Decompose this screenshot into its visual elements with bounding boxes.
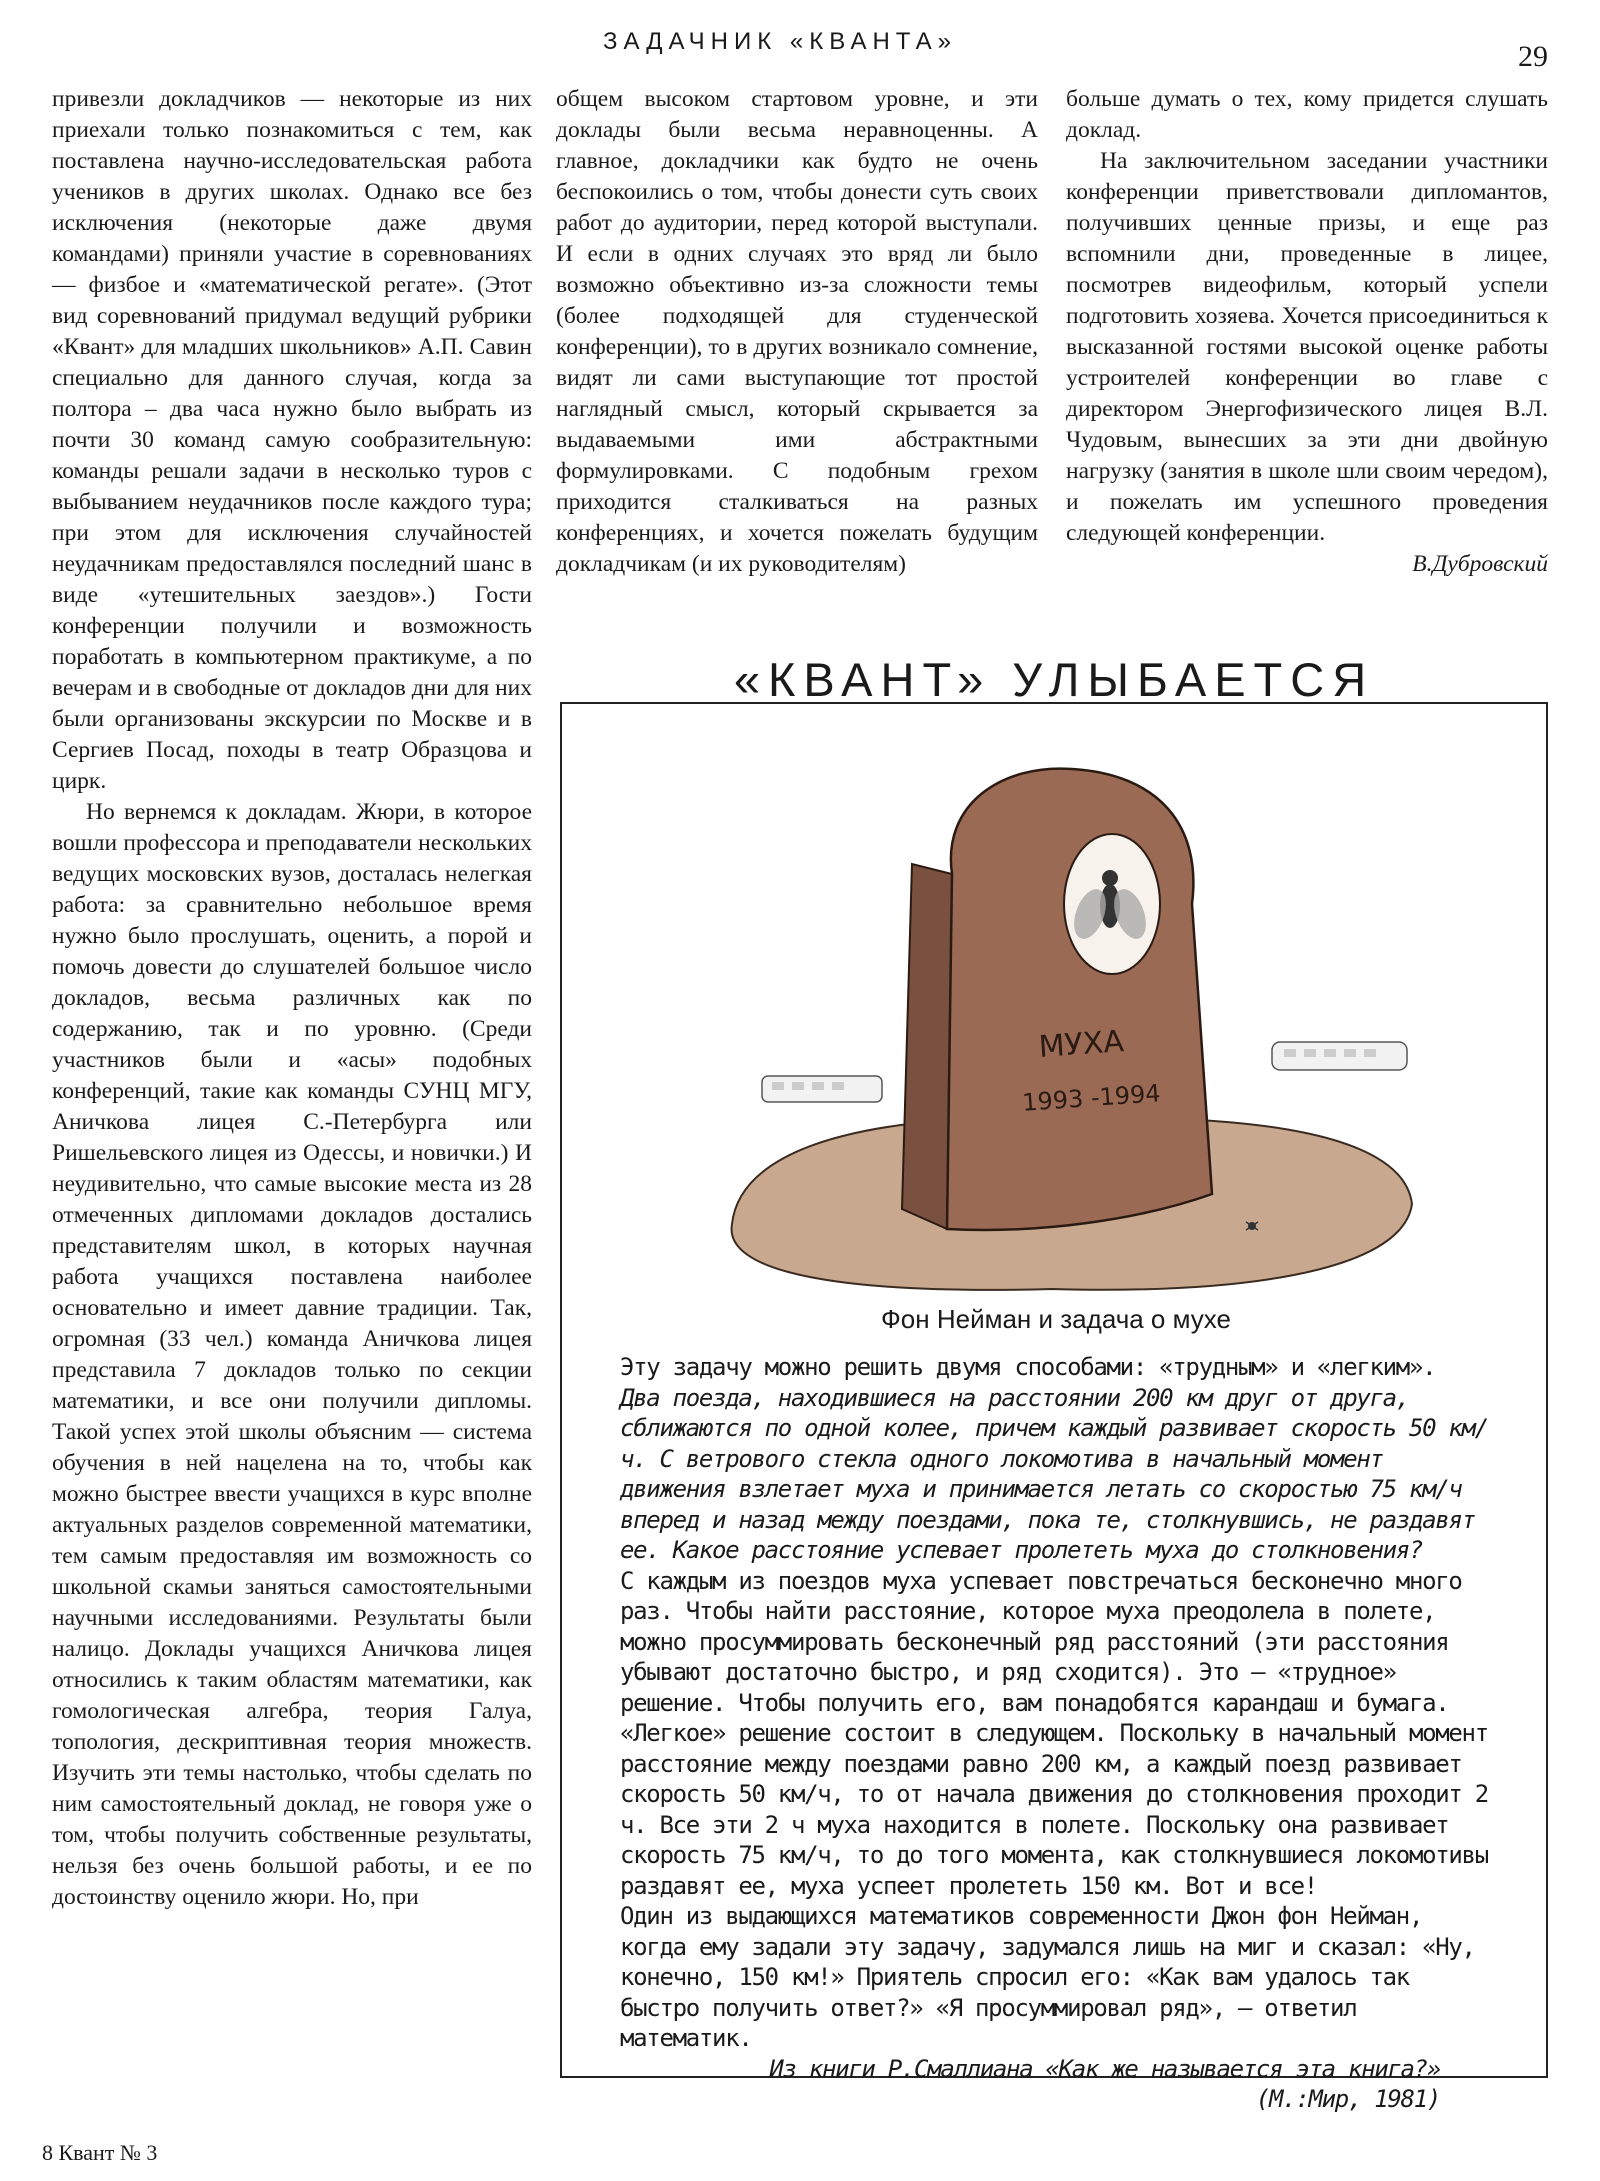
paragraph: привезли докладчиков — некоторые из них приехали только познакомиться с тем, как поставлена научно-исследовательская работа учеников в других школах. Однако все без исключения (некоторые даже двумя командами) приняли участие в соревнованиях — физбое и «математической регате». (Этот вид соревнований придумал ведущий рубрики «Квант» для младших школьников» А.П. Савин специально для данного случая, когда за полтора – два часа нужно было выбрать из почти 30 команд самую сообразительную: команды решали задачи в несколько туров с выбыванием неудачников после каждого тура; при этом для исключения случайностей неудачникам предоставлялся последний шанс в виде «утешительных заездов».) Гости конференции получили и возможность поработать в компьютерном практикуме, а по вечерам и в свободные от докладов дни для них были организованы экскурсии по Москве и в Сергиев Посад, походы в театр Образцова и цирк. — [52, 86, 532, 794]
story-easy-solution: «Легкое» решение состоит в следующем. Поскольку в начальный момент расстояние между поездами равно 200 км, а каждый поезд развивает скорость 50 км/ч, то от начала движения до столкновения проходит 2 ч. Все эти 2 ч муха находится в полете. Поскольку она развивает скорость 75 км/ч, то до того момента, как столкнувшиеся локомотивы раздавят ее, муха успеет пролететь 150 км. Вот и все! — [620, 1719, 1488, 1900]
paragraph: общем высоком стартовом уровне, и эти доклады были весьма неравноценны. А главное, докладчики как будто не очень беспокоились о том, чтобы донести суть своих работ до аудитории, перед которой выступали. И если в одних случаях это вряд ли было возможно объективно из-за сложности темы (более подходящей для студенческой конференции), то в других возникало сомнение, видят ли сами выступающие тот простой наглядный смысл, который скрывается за выдаваемыми ими абстрактными формулировками. С подобным грехом приходится сталкиваться на разных конференциях, и хочется пожелать будущим докладчикам (и их руководителям) — [556, 86, 1038, 577]
train-left-icon — [762, 1076, 882, 1102]
tombstone-dates: 1993 -1994 — [1021, 1079, 1162, 1117]
train-right-icon — [1272, 1042, 1407, 1070]
tombstone — [947, 769, 1212, 1230]
section-title: «КВАНТ» УЛЫБАЕТСЯ — [733, 653, 1375, 706]
story-source-publisher: (М.:Мир, 1981) — [1255, 2085, 1440, 2113]
page-number: 29 — [1518, 40, 1548, 73]
article-column-3 — [1066, 84, 1548, 580]
paragraph: На заключительном заседании участники конференции приветствовали дипломантов, получивших ценные призы, и еще раз вспомнили дни, проведенные в лицее, посмотрев видеофильм, который успели подготовить хозяева. Хочется присоединиться к высказанной гостями высокой оценке работы устроителей конференции во главе с директором Энергофизического лицея В.Л. Чудовым, вынесших за эти дни двойную нагрузку (занятия в школе шли своим чередом), и пожелать им успешного проведения следующей конференции. — [1066, 148, 1548, 546]
tombstone-name: МУХА — [1037, 1024, 1126, 1065]
article-column-2 — [556, 84, 1038, 580]
paragraph: больше думать о тех, кому придется слушать доклад. — [1066, 86, 1548, 143]
humor-story — [620, 1352, 1500, 2115]
illustration-caption: Фон Нейман и задача о мухе — [881, 1304, 1231, 1334]
story-intro: Эту задачу можно решить двумя способами: «трудным» и «легким». — [620, 1353, 1436, 1381]
page-footer: 8 Квант № 3 — [42, 2140, 158, 2165]
running-title: ЗАДАЧНИК «КВАНТА» — [602, 28, 957, 55]
article-column-1 — [52, 84, 532, 1913]
story-anecdote: Один из выдающихся математиков современности Джон фон Нейман, когда ему задали эту задачу, задумался лишь на миг и сказал: «Ну, конечно, 150 км!» Приятель спросил его: «Как вам удалось так быстро получить ответ?» «Я просуммировал ряд», — ответил математик. — [620, 1902, 1475, 2052]
humor-box — [560, 702, 1548, 2113]
story-problem: Два поезда, находившиеся на расстоянии 200 км друг от друга, сближаются по одной колее, причем каждый развивает скорость 50 км/ч. С ветрового стекла одного локомотива в начальный момент движения взлетает муха и принимается летать со скоростью 75 км/ч вперед и назад между поездами, пока те, столкнувшись, не раздавят ее. Какое расстояние успевает пролететь муха до столкновения? — [620, 1383, 1488, 1564]
paragraph: Но вернемся к докладам. Жюри, в которое вошли профессора и преподаватели нескольких ведущих московских вузов, досталась нелегкая работа: за сравнительно небольшое время нужно было прослушать, оценить, а порой и помочь довести до слушателей большое число докладов, весьма различных как по содержанию, так и по уровню. (Среди участников были и «асы» подобных конференций, такие как команды СУНЦ МГУ, Аничкова лицея С.-Петербурга или Ришельевского лицея из Одессы, и новички.) И неудивительно, что самые высокие места из 28 отмеченных дипломами докладов достались представителям школ, в которых научная работа учащихся поставлена наиболее основательно и имеет давние традиции. Так, огромная (33 чел.) команда Аничкова лицея представила 7 докладов только по секции математики, и все они получили дипломы. Такой успех этой школы объясним — система обучения в ней нацелена на то, чтобы как можно быстрее ввести учащихся в курс вполне актуальных разделов современной математики, тем самым предоставляя им возможность со школьной скамьи заняться самостоятельными научными исследованиями. Результаты были налицо. Доклады учащихся Аничкова лицея относились к таким областям математики, как гомологическая алгебра, теория Галуа, топология, дескриптивная теория множеств. Изучить эти темы настолько, чтобы сделать по ним самостоятельный доклад, не говоря уже о том, чтобы получить собственные результаты, нельзя без очень большой работы, и ее по достоинству оценило жюри. Но, при — [52, 799, 532, 1910]
author-signature: В.Дубровский — [1412, 551, 1548, 577]
story-hard-solution: С каждым из поездов муха успевает повстречаться бесконечно много раз. Чтобы найти расстояние, которое муха преодолела в полете, можно просуммировать бесконечный ряд расстояний (эти расстояния убывают достаточно быстро, и ряд сходится). Это — «трудное» решение. Чтобы получить его, вам понадобятся карандаш и бумага. — [620, 1566, 1462, 1717]
story-source: Из книги Р.Смаллиана «Как же называется эта книга?» — [769, 2054, 1440, 2083]
